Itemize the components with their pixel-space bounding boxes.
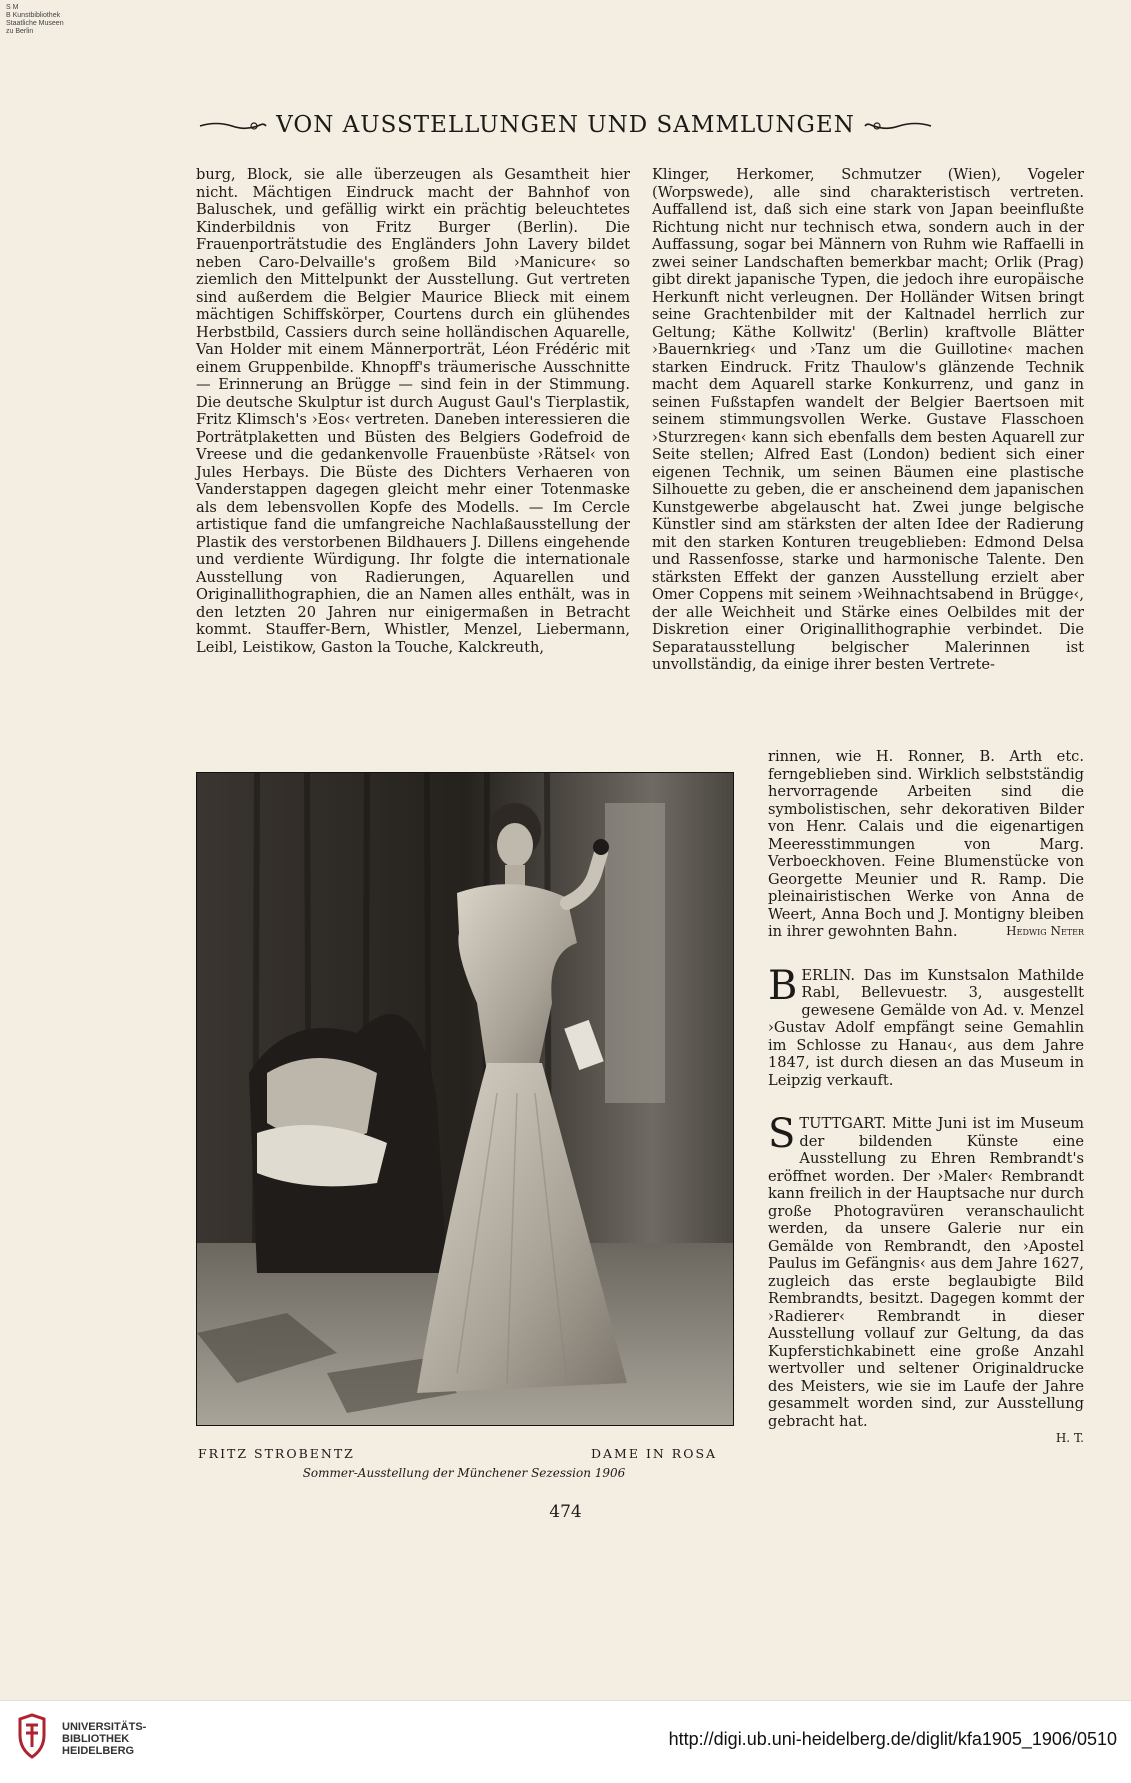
university-library-logo-icon bbox=[12, 1713, 52, 1759]
digitization-footer bbox=[0, 1700, 1131, 1783]
right-column-text: Klinger, Herkomer, Schmutzer (Wien), Vogeler (Worpswede), alle sind charakteristisch vertreten. Auffallend ist, daß sich eine stark von Japan beeinflußte Richtung nicht nur technisch etwa, sondern auch in der Auffassung, sogar bei Männern von Ruhm wie Raffaelli in zwei seiner Landschaften bemerkbar macht; Orlik (Prag) gibt direkt japanische Typen, die jedoch ihre europäische Herkunft nicht verleugnen. Der Holländer Witsen bringt seine Grachtenbilder mit der Kaltnadel herrlich zur Geltung; Käthe Kollwitz' (Berlin) kraftvolle Blätter ›Bauernkrieg‹ und ›Tanz um die Guillotine‹ machen starken Eindruck. Fritz Thaulow's glänzende Technik macht dem Aquarell starke Konkurrenz, und ganz in seinen Fußstapfen wandelt der Belgier Baertsoen mit seinem stimmungsvollen Werke. Gustave Flasschoen ›Sturzregen‹ kann sich ebenfalls dem besten Aquarell zur Seite stellen; Alfred East (London) bedient sich einer eigenen Technik, um seinen Bäumen eine plastische Silhouette zu geben, die er anscheinend dem japanischen Kunstgewerbe abgelauscht hat. Zwei junge belgische Künstler sind am stärksten der alten Idee der Radierung mit den starken Konturen treugeblieben: Edmond Delsa und Rassenfosse, starke und harmonische Talente. Den stärksten Effekt der ganzen Ausstellung erzielt aber Omer Coppens mit seinem ›Weihnachtsabend in Brügge‹, der alle Weichheit und Stärke eines Oelbildes mit der Diskretion einer Originallithographie verbindet. Die Separatausstellung belgischer Malerinnen ist unvollständig, da einige ihrer besten Vertrete- bbox=[652, 166, 1084, 673]
left-ornament-icon bbox=[198, 119, 268, 133]
library-name: UNIVERSITÄTS- BIBLIOTHEK HEIDELBERG bbox=[62, 1721, 147, 1757]
left-column-text: burg, Block, sie alle überzeugen als Gesamtheit hier nicht. Mächtigen Eindruck macht der Bahnhof von Baluschek, und gefällig wirkt ein prächtig beleuchtetes Kinderbildnis von Fritz Burger (Berlin). Die Frauenporträtstudie des Engländers John Lavery bildet neben Caro-Delvaille's großem Bild ›Manicure‹ so ziemlich den Mittelpunkt der Ausstellung. Gut vertreten sind außerdem die Belgier Maurice Blieck mit einem mächtigen Schiffskörper, Courtens durch ein glühendes Herbstbild, Cassiers durch seine holländischen Aquarelle, Van Holder mit einem Männerporträt, Léon Frédéric mit einem Gruppenbilde. Khnopff's träumerische Ausschnitte — Erinnerung an Brügge — sind fein in der Stimmung. Die deutsche Skulptur ist durch August Gaul's Tierplastik, Fritz Klimsch's ›Eos‹ vertreten. Daneben interessieren die Porträtplaketten und Büsten des Belgiers Godefroid de Vreese und die gedankenvolle Frauenbüste ›Rätsel‹ von Jules Herbays. Die Büste des Dichters Verhaeren von Vanderstappen dagegen gleicht mehr einer Totenmaske als dem lebensvollen Kopfe des Modells. — Im Cercle artistique fand die umfangreiche Nachlaßausstellung der Plastik des verstorbenen Bildhauers J. Dillens eingehende und verdiente Würdigung. Ihr folgte die internationale Ausstellung von Radierungen, Aquarellen und Originallithographien, die an Namen alles enthält, was in den letzten 20 Jahren nur einigermaßen in Betracht kommt. Stauffer-Bern, Whistler, Menzel, Liebermann, Leibl, Leistikow, Gaston la Touche, Kalckreuth, bbox=[196, 166, 630, 656]
figure-caption-artist: FRITZ STROBENTZ bbox=[198, 1446, 355, 1461]
berlin-text: ERLIN. Das im Kunstsalon Mathilde Rabl, Bellevuestr. 3, ausgestellt gewesene Gemälde von Ad. v. Menzel ›Gustav Adolf empfängt seine Gemahlin im Schlosse zu Hanau‹, aus dem Jahre 1847, ist durch diesen an das Museum in Leipzig verkauft. bbox=[768, 966, 1084, 1089]
left-column bbox=[196, 166, 630, 656]
right-continuation-text: rinnen, wie H. Ronner, B. Arth etc. ferngeblieben sind. Wirklich selbstständig hervorragende Arbeiten sind die symbolistischen, sehr dekorativen Bilder von Henr. Calais und die eigenartigen Meeresstimmungen von Marg. Verboeckhoven. Feine Blumenstücke von Georgette Meunier und R. Ramp. Die pleinairistischen Werke von Anna de Weert, Anna Boch und J. Montigny bleiben in ihrer gewohnten Bahn. Hedwig Neter bbox=[768, 748, 1084, 940]
page-title: VON AUSSTELLUNGEN UND SAMMLUNGEN bbox=[276, 112, 855, 138]
author-signature-ht: H. T. bbox=[1055, 1431, 1084, 1445]
right-ornament-icon bbox=[863, 119, 933, 133]
library-stamp: S M B Kunstbibliothek Staatliche Museen zu Berlin bbox=[6, 4, 64, 35]
stuttgart-initial: S bbox=[768, 1111, 796, 1157]
painting-reproduction bbox=[196, 772, 734, 1426]
source-url-link[interactable]: http://digi.ub.uni-heidelberg.de/diglit/kfa1905_1906/0510 bbox=[668, 1729, 1117, 1749]
stuttgart-section bbox=[768, 1111, 1084, 1430]
berlin-section bbox=[768, 962, 1084, 1090]
author-signature-neter: Hedwig Neter bbox=[1006, 924, 1084, 938]
page-number: 474 bbox=[549, 1502, 582, 1522]
right-lower-column bbox=[768, 748, 1084, 1448]
running-header bbox=[0, 112, 1131, 138]
figure-caption-exhibition: Sommer-Ausstellung der Münchener Sezession 1906 bbox=[302, 1466, 626, 1480]
figure-caption-title: DAME IN ROSA bbox=[591, 1446, 718, 1461]
painting-dame-in-rosa bbox=[197, 773, 733, 1425]
right-column bbox=[652, 166, 1084, 674]
stuttgart-text: TUTTGART. Mitte Juni ist im Museum der bildenden Künste eine Ausstellung zu Ehren Rembrandt's eröffnet worden. Der ›Maler‹ Rembrandt kann freilich in der Hauptsache nur durch große Photogravüren veranschaulicht werden, da unsere Galerie nur ein Gemälde von Rembrandt, den ›Apostel Paulus im Gefängnis‹ aus dem Jahre 1627, zugleich das erste beglaubigte Bild Rembrandts, besitzt. Dagegen kommt der ›Radierer‹ Rembrandt in dieser Ausstellung vollauf zur Geltung, da das Kupferstichkabinett eine große Anzahl wertvoller und seltener Originaldrucke des Meisters, wie sie im Laufe der Jahre gesammelt worden sind, zur Ausstellung gebracht hat. bbox=[768, 1115, 1084, 1430]
berlin-initial: B bbox=[768, 962, 798, 1009]
